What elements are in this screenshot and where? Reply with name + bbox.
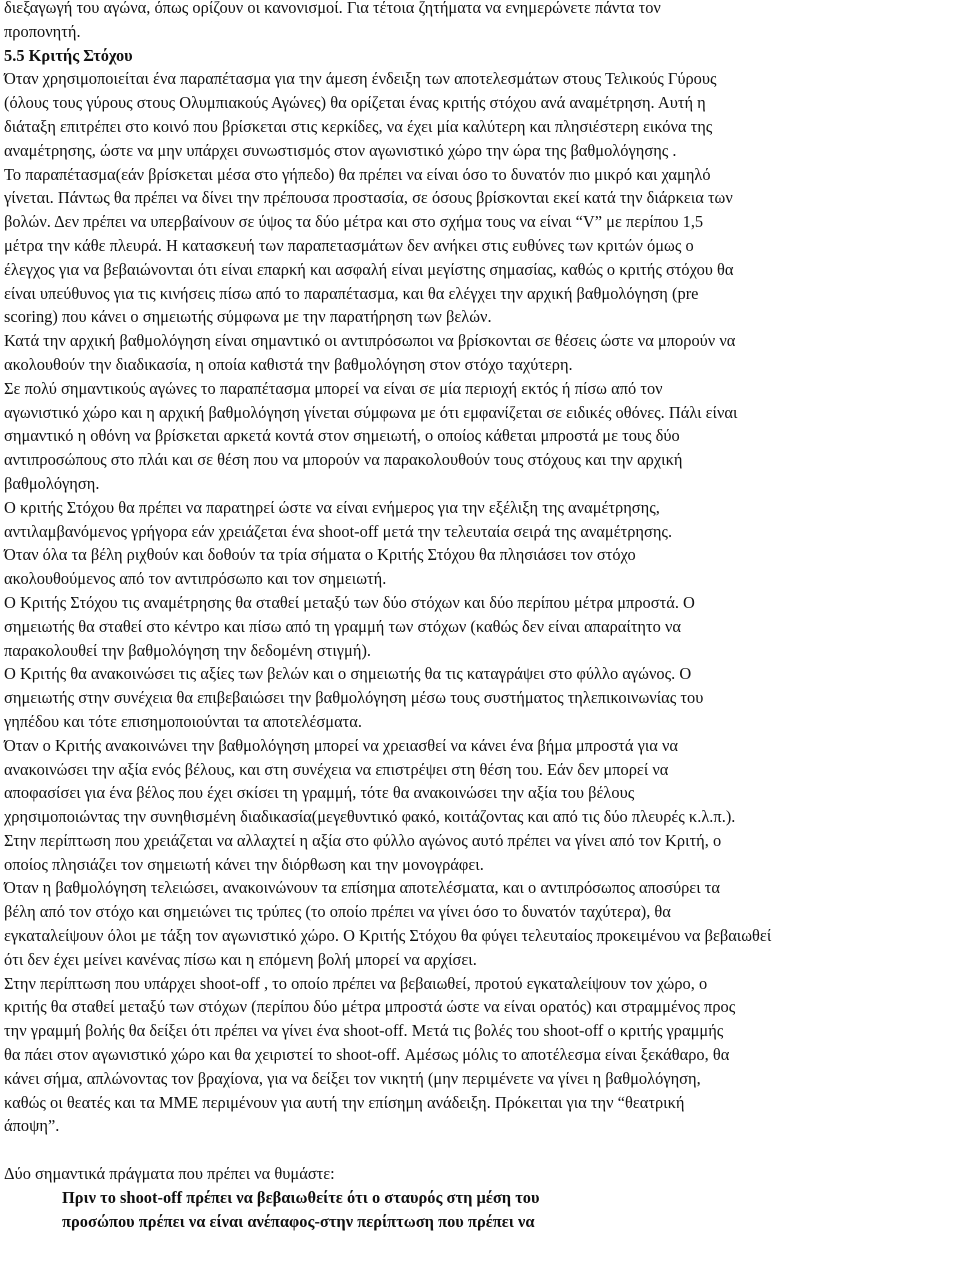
document-page — [4, 0, 956, 1234]
document-body — [4, 0, 956, 1138]
text-line: σημειωτής θα σταθεί στο κέντρο και πίσω από τη γραμμή των στόχων (καθώς δεν είναι απαραίτητο να — [4, 616, 681, 636]
text-line: παρακολουθεί την βαθμολόγηση την δεδομένη στιγμή). — [4, 640, 372, 660]
text-line: θα πάει στον αγωνιστικό χώρο και θα χειριστεί το shoot-off. Αμέσως μόλις το αποτέλεσμα είναι ξεκάθαρο, θα — [4, 1045, 730, 1065]
text-line: σημειωτής στην συνέχεια θα επιβεβαιώσει την βαθμολόγηση μέσω τους συστήματος τηλεπικοινωνίας του — [4, 688, 704, 708]
text-line: βολών. Δεν πρέπει να υπερβαίνουν σε ύψος τα δύο μέτρα και στο σχήμα τους να είναι “V” με περίπου 1,5 — [4, 212, 704, 232]
list-title: Δύο σημαντικά πράγματα που πρέπει να θυμάστε: — [4, 1164, 335, 1184]
text-line: scoring) που κάνει ο σημειωτής σύμφωνα με την παρατήρηση των βελών. — [4, 307, 492, 327]
text-line: ακολουθούν την διαδικασία, η οποία καθιστά την βαθμολόγηση στον στόχο ταχύτερη. — [4, 354, 573, 374]
text-line: Ο κριτής Στόχου θα πρέπει να παρατηρεί ώστε να είναι ενήμερος για την εξέλιξη της αναμέτρησης, — [4, 497, 660, 517]
text-line: Στην περίπτωση που χρειάζεται να αλλαχτεί η αξία στο φύλλο αγώνος αυτό πρέπει να γίνει από τον Κριτή, ο — [4, 830, 722, 850]
text-line: καθώς οι θεατές και τα ΜΜΕ περιμένουν για αυτή την επίσημη ανάδειξη. Πρόκειται για την “θεατρική — [4, 1092, 685, 1112]
text-line: ότι δεν έχει μείνει κανένας πίσω και η επόμενη βολή μπορεί να αρχίσει. — [4, 949, 477, 969]
text-line: σημαντικό η οθόνη να βρίσκεται αρκετά κοντά στον σημειωτή, ο οποίος κάθεται μπροστά με τους δύο — [4, 426, 680, 446]
section-heading: 5.5 Κριτής Στόχου — [4, 45, 133, 65]
text-line: κάνει σήμα, απλώνοντας τον βραχίονα, για να δείξει τον νικητή (μην περιμένετε να γίνει η βαθμολόγηση, — [4, 1068, 701, 1088]
text-line: την γραμμή βολής θα δείξει ότι πρέπει να γίνει ένα shoot-off. Μετά τις βολές του shoot-off ο κριτής γραμμής — [4, 1021, 724, 1041]
text-line: έλεγχος για να βεβαιώνονται ότι είναι επαρκή και ασφαλή είναι μεγίστης σημασίας, καθώς ο κριτής στόχου θα — [4, 259, 734, 279]
text-line: διάταξη επιτρέπει στο κοινό που βρίσκεται στις κερκίδες, να έχει μία καλύτερη και πλησιέστερη εικόνα της — [4, 116, 713, 136]
text-line: εγκαταλείψουν όλοι με τάξη τον αγωνιστικό χώρο. Ο Κριτής Στόχου θα φύγει τελευταίος προκειμένου να βεβαιωθεί — [4, 926, 772, 946]
text-line: διεξαγωγή του αγώνα, όπως ορίζουν οι κανονισμοί. Για τέτοια ζητήματα να ενημερώνετε πάντα τον — [4, 0, 661, 17]
text-line: Ο Κριτής Στόχου τις αναμέτρησης θα σταθεί μεταξύ των δύο στόχων και δύο περίπου μέτρα μπροστά. Ο — [4, 592, 695, 612]
text-line: χρησιμοποιώντας την συνηθισμένη διαδικασία(μεγεθυντικό φακό, κοιτάζοντας και από τις δύο πλευρές κ.λ.π.). — [4, 807, 736, 827]
text-line: είναι υπεύθυνος για τις κινήσεις πίσω από το παραπέτασμα, και θα ελέγχει την αρχική βαθμολόγηση (pre — [4, 283, 699, 303]
text-line: Στην περίπτωση που υπάρχει shoot-off , το οποίο πρέπει να βεβαιωθεί, προτού εγκαταλείψουν τον χώρο, ο — [4, 973, 708, 993]
text-line: Όταν όλα τα βέλη ριχθούν και δοθούν τα τρία σήματα ο Κριτής Στόχου θα πλησιάσει τον στόχο — [4, 545, 636, 565]
text-line: αντιπροσώπους στο πλάι και σε θέση που να μπορούν να παρακολουθούν τους στόχους και την αρχική — [4, 450, 683, 470]
bold-reminder-line: προσώπου πρέπει να είναι ανέπαφος-στην περίπτωση που πρέπει να — [62, 1211, 535, 1231]
text-line: Όταν χρησιμοποιείται ένα παραπέτασμα για την άμεση ένδειξη των αποτελεσμάτων στους Τελικούς Γύρους — [4, 69, 717, 89]
text-line: προπονητή. — [4, 21, 81, 41]
text-line: Κατά την αρχική βαθμολόγηση είναι σημαντικό οι αντιπρόσωποι να βρίσκονται σε θέσεις ώστε να μπορούν να — [4, 331, 736, 351]
bold-reminder-block — [4, 1186, 956, 1234]
text-line: ακολουθούμενος από τον αντιπρόσωπο και τον σημειωτή. — [4, 569, 387, 589]
text-line: αναμέτρησης, ώστε να μην υπάρχει συνωστισμός στον αγωνιστικό χώρο την ώρα της βαθμολόγησης . — [4, 140, 677, 160]
bold-reminder-line: Πριν το shoot-off πρέπει να βεβαιωθείτε ότι ο σταυρός στη μέση του — [62, 1188, 540, 1208]
text-line: αποφασίσει για ένα βέλος που έχει σκίσει τη γραμμή, τότε θα ανακοινώσει την αξία του βέλους — [4, 783, 635, 803]
text-line: Σε πολύ σημαντικούς αγώνες το παραπέτασμα μπορεί να είναι σε μία περιοχή εκτός ή πίσω από τον — [4, 378, 663, 398]
text-line: (όλους τους γύρους στους Ολυμπιακούς Αγώνες) θα ορίζεται ένας κριτής στόχου ανά αναμέτρηση. Αυτή η — [4, 93, 706, 113]
text-line: βαθμολόγηση. — [4, 473, 100, 493]
text-line: οποίος πλησιάζει τον σημειωτή κάνει την διόρθωση και την μονογράφει. — [4, 854, 484, 874]
text-line: αγωνιστικό χώρο και η αρχική βαθμολόγηση γίνεται σύμφωνα με ότι εμφανίζεται σε ειδικές οθόνες. Πάλι είναι — [4, 402, 738, 422]
text-line: άποψη”. — [4, 1116, 60, 1136]
text-line: γηπέδου και τότε επισημοποιούνται τα αποτελέσματα. — [4, 711, 363, 731]
text-line: μέτρα την κάθε πλευρά. Η κατασκευή των παραπετασμάτων δεν ανήκει στις ευθύνες των κριτών όμως ο — [4, 235, 694, 255]
text-line: Όταν η βαθμολόγηση τελειώσει, ανακοινώνουν τα επίσημα αποτελέσματα, και ο αντιπρόσωπος αποσύρει τα — [4, 878, 720, 898]
text-line: ανακοινώσει την αξία ενός βέλους, και στη συνέχεια να επιστρέψει στη θέση του. Εάν δεν μπορεί να — [4, 759, 669, 779]
text-line: Ο Κριτής θα ανακοινώσει τις αξίες των βελών και ο σημειωτής θα τις καταγράψει στο φύλλο αγώνος. Ο — [4, 664, 692, 684]
text-line: γίνεται. Πάντως θα πρέπει να δίνει την πρέπουσα προστασία, σε όσους βρίσκονται εκεί κατά την διάρκεια των — [4, 188, 733, 208]
text-line: αντιλαμβανόμενος γρήγορα εάν χρειάζεται ένα shoot-off μετά την τελευταία σειρά της αναμέτρησης. — [4, 521, 673, 541]
text-line: Το παραπέτασμα(εάν βρίσκεται μέσα στο γήπεδο) θα πρέπει να είναι όσο το δυνατόν πιο μικρό και χαμηλό — [4, 164, 711, 184]
text-line: βέλη από τον στόχο και σημειώνει τις τρύπες (το οποίο πρέπει να γίνει όσο το δυνατόν ταχύτερα), θα — [4, 902, 671, 922]
text-line: κριτής θα σταθεί μεταξύ των στόχων (περίπου δύο μέτρα μπροστά ώστε να είναι ορατός) και στραμμένος προς — [4, 997, 736, 1017]
text-line: Όταν ο Κριτής ανακοινώνει την βαθμολόγηση μπορεί να χρειασθεί να κάνει ένα βήμα μπροστά για να — [4, 735, 679, 755]
